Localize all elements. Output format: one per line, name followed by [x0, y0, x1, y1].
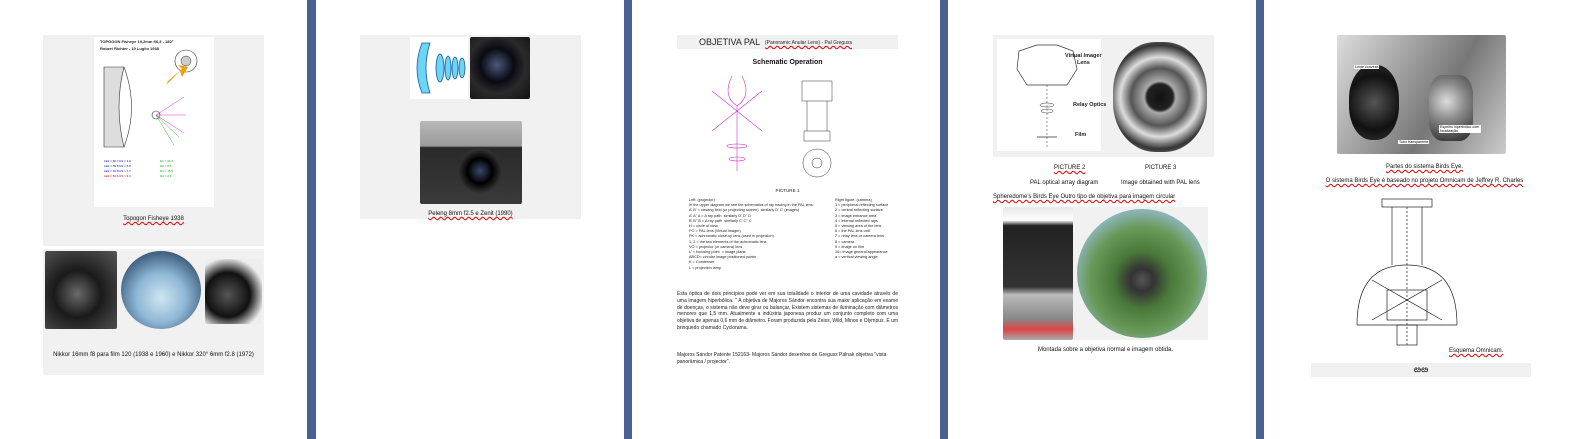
caption-peleng: Peleng 8mm f2.5 e Zenit (1990): [428, 211, 513, 217]
topogon-diagram: [94, 37, 214, 207]
svg-text:LE2 = 59.8 R2 = 5.8: LE2 = 59.8 R2 = 5.8: [104, 164, 131, 168]
document-page-1: [0, 0, 307, 439]
birds-eye-parts-photo: [1337, 35, 1506, 154]
right-description: Right figure: (camera) 1 = peripheral reflecting surface 2 = central reflecting surface 3 = image entrance area 4 = internal reflected rays 5 = viewing area of the lens 6 = the PAL lens unit 7 = relay lens or camera lens 8 = camera 9 = image on film 10= image general appearance α = vertical viewing angle: [835, 198, 889, 260]
label-lens: Lens: [1077, 60, 1090, 66]
peleng-lens-photo: [470, 37, 530, 99]
document-page-3: [632, 0, 940, 439]
label-tubo: Tubo transparente: [1399, 140, 1429, 144]
topogon-title: TOPOGON Fisheye 19,2mm f/6,3 - 180°: [100, 39, 174, 44]
label-relay-optics: Relay Optics: [1073, 102, 1107, 108]
pal-title: OBJETIVA PAL: [699, 37, 761, 47]
peleng-panel: [360, 35, 581, 219]
left-description: Left: (projector) In the upper diagram we see the schematics of ray tracing in the PAL lens. A' B' = viewing field (or projecting screen) similarly D' C' (images) A' A'' A = A ray path similarly D' D'' D B' B'' B = A ray path similarly C' C'' C H = circle of view PO = PAL lens (Virtual Imager) PK = achromatic close-up lens (used in projection) 1, 2 = the two elements of the achromatic lens VO = projector (or camera) lens L' = focusing point = image plane ABCD= circular image positioned points K = Condenser L = projection lamp: [689, 198, 814, 270]
label-film: Film: [1075, 132, 1087, 138]
birds-eye-panel: [1003, 207, 1208, 340]
pal-image-photo: [1113, 42, 1207, 152]
pal-array-panel: [993, 35, 1214, 157]
ornament: ఴఴ: [1413, 364, 1429, 374]
svg-text:D1 = 21.4: D1 = 21.4: [160, 159, 174, 163]
pal-paragraph-1: Esta óptica de dois princípios pode ver em sua totalidade o interior de uma cavidade através de uma imagem hiperbólica. " A objetiva de Majoros Sándor encontra sua maior aplicação em exame de doenças, o sistema não deve girar ou balançar, Existem sistemas de iluminação com diâmetros menores que 1,5 mm. Atualmente a indústria japonesa produz um conjunto completo com uma objetiva de apenas 0,6 mm de diâmetro. Foram produzida pela Zeiss, Wild, Minox e Olympus. É um brinquedo chamado Cyclorama.: [677, 291, 898, 331]
caption-nikkor: Nikkor 16mm f8 para film 120 (1938 e 1960) e Nikkor 320° 6mm f2.8 (1972): [53, 352, 254, 358]
convex-lens-part: [1349, 65, 1399, 140]
caption-topogon: Topogon Fisheye 1938: [123, 216, 184, 222]
caption-omnicam-basis: O sistema Birds Eye é baseado no projeto Omnicam de Jeffrey R. Charles: [1325, 178, 1524, 184]
svg-text:LE1 = 60.7 R1 = 3.6: LE1 = 60.7 R1 = 3.6: [104, 159, 131, 163]
nikkor-panel: [43, 249, 264, 375]
document-page-4: [948, 0, 1256, 439]
svg-text:LE3 = 46.8 R3 = 7.7: LE3 = 46.8 R3 = 7.7: [104, 169, 131, 173]
document-page-2: [316, 0, 624, 439]
pal-panel: [677, 35, 898, 365]
caption-pal-image: Image obtained with PAL lens: [1121, 180, 1200, 186]
document-page-5: [1264, 0, 1589, 439]
fisheye-sample-photo: [121, 251, 201, 329]
caption-birds-eye-parts: Partes do sistema Birds Eye.: [1385, 164, 1464, 170]
nikkor-lens-photo: [205, 259, 262, 324]
topogon-author: Robert Richter - 19 Luglio 1938: [100, 46, 159, 51]
peleng-lens-diagram: [410, 37, 468, 99]
pal-schematic: [692, 71, 882, 181]
svg-text:LE4 = 52.6 R4 = 9.3: LE4 = 52.6 R4 = 9.3: [104, 174, 131, 178]
picture-1-label: PICTURE 1: [775, 188, 800, 193]
zenit-camera-photo: [420, 121, 522, 204]
birds-eye-circular-image: [1077, 209, 1207, 338]
topogon-lens-drawing: [94, 37, 214, 207]
svg-text:D4 = 2.9: D4 = 2.9: [160, 174, 172, 178]
caption-birds-eye-mounted: Montada sobre a objetiva normal e imagem obtida.: [1037, 347, 1174, 353]
ornament-footer: [1311, 363, 1531, 377]
topogon-panel: [43, 35, 264, 246]
nikkor-camera-photo: [45, 251, 117, 329]
label-espelho: Espelho hiperbólico com focalização: [1440, 125, 1480, 133]
birds-eye-mounted-photo: [1003, 207, 1073, 340]
schematic-heading: Schematic Operation: [752, 59, 823, 66]
pal-paragraph-2: Majoros Sándor Patente 152163- Majoros Sándor desenhos de Greguss Pálnak objetiva "vista panorâmica / projector".: [677, 352, 887, 365]
pal-title-sub: (Panoramic Anular Lens) - Pal Greguss: [765, 40, 852, 46]
zenit-lens: [458, 149, 502, 193]
label-lente-convexa: Lente convexa: [1355, 65, 1379, 69]
caption-pal-array: PAL optical array diagram: [1030, 180, 1099, 186]
caption-omnicam-scheme: Esquema Omnicam.: [1449, 348, 1504, 354]
omnicam-schematic: [1352, 195, 1462, 355]
pal-title-bar: [677, 35, 898, 49]
birds-eye-headline: Spheredome's Birds Eye Outro tipo de objetiva para imagem circular: [993, 194, 1176, 200]
label-virtual-imager: Virtual Imager: [1065, 53, 1102, 59]
svg-text:D2 = 8.3: D2 = 8.3: [160, 164, 172, 168]
caption-picture-2: PICTURE 2: [1054, 165, 1086, 171]
svg-text:D3 = 15.5: D3 = 15.5: [160, 169, 174, 173]
caption-picture-3: PICTURE 3: [1145, 165, 1177, 171]
